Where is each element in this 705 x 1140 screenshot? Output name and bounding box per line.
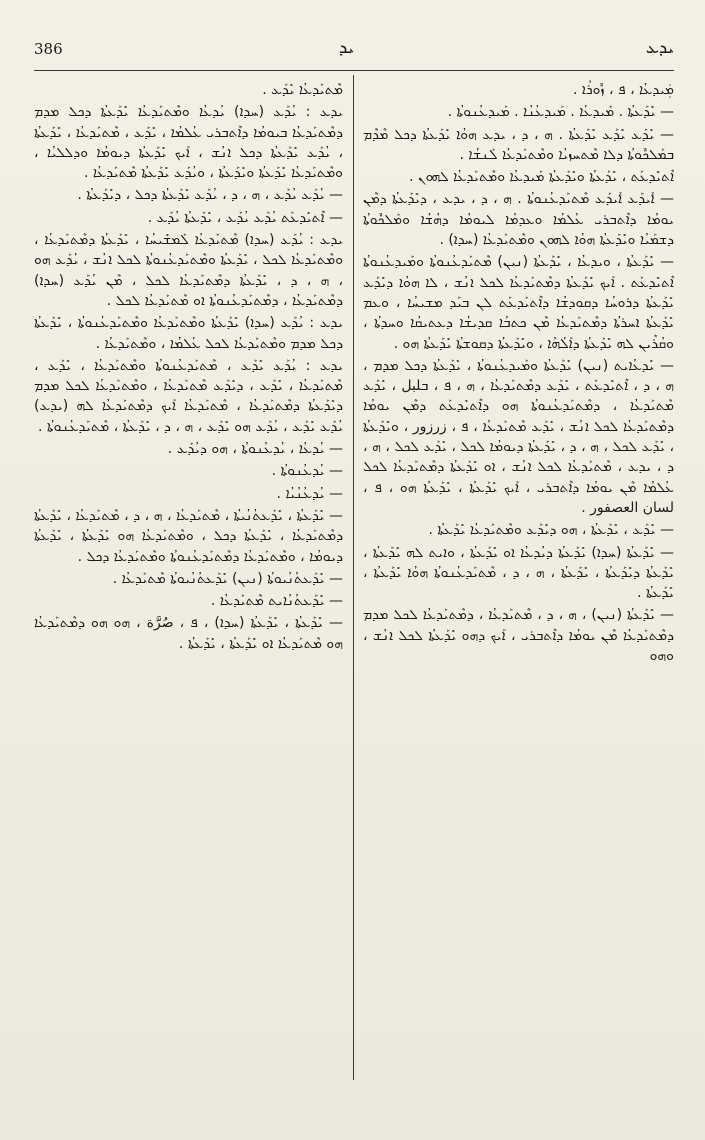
entry: ܝܕܥ : ܝܳܕܰܥ (ܚܕܐ) ܝܳܕܥܳܐ ܘܡܶܬܝܰܕܥܳܐ ܝܺܕܰܥܬܳܐ ܕܟܠ ܡܕܡ ܕܡܶܬܝܰܕܥܳܐ ܒܝܘܡܳܐ ܕܐܶܬܒܪܝ ܥܳܠܡܳܐ ، ܝܺܕܰܥ ، ܡܶܬܝܰܕܥܳܐ ، ܝܺܕܰܥܬܳܐ ، ܝܳܕܰܥ ܝܺܕܰܥܬܳܐ ܕܟܠ ܐܢܳܫ ، ܐܰܝܟ ܝܺܕܰܥܬܳܐ ܕܝܘܡܳܐ ܘܕܠܠܝܳܐ ، ܘܡܶܬܝܰܕܥܳܐ ܝܺܕܰܥܬܳܐ ܘܝܺܕܰܥܬܳܐ ، ܘܝܳܕܰܥ ܝܺܕܰܥܬܳܐ ܡܶܬܝܰܕܥܳܐ . [34,104,343,182]
bottom-margin [0,1082,705,1140]
running-head-center: ܝܕ [339,38,355,58]
entry: — ܝܳܕܥܳܐ ، ܝܳܕܥܳܢܘܬܳܐ ، ܗܘ ܕܝܳܕܰܥ . [167,441,343,458]
running-head-right: ܝܕܥ [645,38,674,58]
entry: ܡܲܝܕܥܳܐ ، ܦ ، ܙܽܘܪܳܐ . [572,82,674,98]
header-rule [34,70,674,71]
entry: — ܝܳܕܰܥ ܝܳܕܰܥ ، ܗ ، ܕ ، ܝܳܕܰܥ ܝܺܕܰܥܬܳܐ ܕܟܠ ، ܕܝܺܕܰܥܬܳܐ . [77,187,343,204]
page-header [34,40,674,70]
entry: ܝܕܥ : ܝܳܕܰܥ (ܚܕܐ) ܝܺܕܰܥܬܳܐ ܘܡܶܬܝܰܕܥܳܐ ܘܡܶܬܝܰܕܥܳܢܘܬܳܐ ، ܝܺܕܰܥܬܳܐ ܕܟܠ ܡܕܡ ܘܡܶܬܝܰܕܥܳܐ ܠܟܠ ܥܳܠܡܳܐ ، ܘܡܶܬܝܰܕܥܳܐ . [34,315,343,352]
entry: — ܝܺܕܥܳܐܝܬ (ܢܝܢ) ܝܺܕܰܥܬܳܐ ܘܡܰܝܕܥܳܢܘܬܳܐ ، ܝܺܕܰܥܬܳܐ ܕܟܠ ܡܕܡ ، ܗ ، ܕ ، ܐܶܬܝܺܕܥܰܬ ، ܝܺܕܰܥ ܕܡܶܬܝܰܕܥܳܐ ، ܗ ، ܦ ، ܒلبل ، ܝܺܕܰܥ ܡܶܬܝܰܕܥܳܐ ، ܕܡܶܬܝܰܕܥܳܢܘܬܳܐ ܗܘ ܕܐܶܬܝܺܕܥܰܬ ܕܡܶܢ ܝܘܡܳܐ ܕܡܶܬܝܰܕܥܳܐ ܠܟܠ ܐܢܳܫ ، ܝܺܕܰܥ ܡܶܬܝܰܕܥܳܐ ، ܦ ، زرزور ، ܘܝܺܕܰܥܬܳܐ ، ܝܺܕܰܥ ܠܟܠ ، ܗ ، ܕ ، ܝܺܕܰܥܬܳܐ ܕܝܘܡܳܐ ܠܟܠ ، ܝܺܕܰܥ ܠܟܠ ، ܗ ، ܕ ، ܝܕܥ ، ܡܶܬܝܰܕܥܳܐ ܠܟܠ ܐܢܳܫ ، ܐܘ ܝܺܕܰܥܬܳܐ ܕܡܶܬܝܰܕܥܳܐ ܠܟܠ ܥܳܠܡܳܐ ܡܶܢ ܝܘܡܳܐ ܕܐܶܬܒܪܝ ، ܐܰܝܟ ܝܺܕܰܥܬܳܐ ، ܝܺܕܰܥܬܳܐ ܗܘ ، ܦ ، لسان العصفور . [363,357,674,516]
entry: — ܝܺܕܰܥ ܝܺܕܰܥ ܝܺܕܰܥܬܳܐ . ܗ ، ܕ ، ܝܕܥ ܗܘܳܐ ܝܺܕܰܥܬܳܐ ܕܟܠ ܡܶܕܶܡ ܒܡܰܠܟܽܘܬܳܐ ܕܠܐ ܡܶܬܚܙܝܳܐ ܘܡܶܬܝܰܕܥܳܐ ܠܰܢܫܳܐ . [363,126,674,163]
entry: ܝܕܥ : ܝܳܕܰܥ ܝܺܕܰܥ ، ܡܶܬܝܰܕܥܳܢܘܬܳܐ ܘܡܶܬܝܰܕܥܳܐ ، ܝܺܕܰܥ ، ܡܶܬܝܰܕܥܳܐ ، ܝܺܕܰܥ ، ܕܝܺܕܰܥ ܡܶܬܝܰܕܥܳܐ ، ܘܡܶܬܝܰܕܥܳܐ ܠܟܠ ܡܕܡ ܕܝܺܕܰܥܬܳܐ ܕܡܶܬܝܰܕܥܳܐ ، ܡܶܬܝܰܕܥܳܐ ܐܰܝܟ ܕܡܶܬܝܰܕܥܳܐ ܠܗ (ܝܕܥ) ܝܳܕܰܥ ܝܺܕܰܥ ، ܝܳܕܰܥ ܗܘ ܝܺܕܰܥ ، ܗ ، ܕ ، ܝܺܕܰܥܬܳܐ ، ܡܶܬܝܰܕܥܳܢܘܬܳܐ . [34,357,343,435]
entry: — ܝܺܕܰܥܬܳܢܳܝܘܬܳܐ (ܢܝܢ) ܝܺܕܰܥܬܳܢܳܝܘܬܳܐ ܡܶܬܝܰܕܥܳܐ . [112,570,343,587]
entry: — ܝܳܕܥܳܢܘܬܳܐ . [271,463,343,480]
entry: — ܝܺܕܰܥܬܳܢܳܐܝܬ ܡܶܬܝܰܕܥܳܐ . [210,593,343,610]
entry: — ܝܺܕܰܥܬܳܐ (ܢܝܢ) ، ܗ ، ܕ ، ܡܶܬܝܰܕܥܳܐ ، ܕܡܶܬܝܰܕܥܳܐ ܠܟܠ ܡܕܡ ܕܡܶܬܝܰܕܥܳܐ ܡܶܢ ܝܘܡܳܐ ܕܐܶܬܒܪܝ ، ܐܰܝܟ ܕܗܘ ܝܺܕܰܥܬܳܐ ܠܟܠ ܐܢܳܫ ، ܘܗܘ [363,607,674,665]
entry: ܐܶܬܝܺܕܥܰܬ ، ܝܺܕܰܥܬܳܐ ܘܝܺܕܰܥܬܳܐ ܡܰܝܕܥܳܐ ܘܡܶܬܝܰܕܥܳܐ ܠܗܘܢ . [409,169,674,186]
entry: — ܐܶܬܝܺܕܥܰܬ ܝܳܕܰܥ ܝܳܕܰܥ ، ܝܺܕܰܥܬܳܐ ܝܳܕܰܥ . [147,209,343,226]
entry: ܡܶܬܝܰܕܥܳܐ ܝܺܕܰܥ . [262,82,343,98]
entry: — ܝܺܕܰܥܬܳܐ . ܡܰܝܕܥܳܐ . ܡܰܝܕܥܳܢܳܐ . ܡܰܝܕܥܳܢܘܬܳܐ . [447,104,674,121]
entry: — ܐܺܝܕܰܥ ܐܺܝܕܰܥ ܡܶܬܝܰܕܥܳܢܘܬܳܐ . ܗ ، ܕ ، ܝܕܥ ، ܕܝܺܕܰܥܬܳܐ ܕܡܶܢ ܝܘܡܳܐ ܕܐܶܬܒܪܝ ܥܳܠܡܳܐ ܘܥܕܡܳܐ ܠܝܘܡܳܐ ܕܗܳܫܳܐ ܘܡܰܠܟܽܘܬܳܐ ܕܫܡܰܝܳܐ ܘܝܺܕܰܥܬܳܐ ܗܘܳܐ ܠܗܘܢ ܘܡܶܬܝܰܕܥܳܐ (ܚܕܐ) . [363,191,674,249]
entry: — ܝܺܕܰܥܬܳܐ (ܚܕܐ) ܝܺܕܰܥܬܳܐ ܕܝܳܕܥܳܐ ܐܘ ܝܺܕܰܥܬܳܐ ، ܘܐܝܬ ܠܗ ܝܺܕܰܥܬܳܐ ، ܝܺܕܰܥܬܳܐ ܕܝܺܕܰܥܬܳܐ ، ܝܺܕܰܥܬܳܐ ، ܗ ، ܕ ، ܡܶܬܝܰܕܥܳܢܘܬܳܐ ܗܘܳܐ ܝܺܕܰܥܬܳܐ ، ܝܺܕܰܥܬܳܐ . [363,544,674,602]
entry: — ܝܺܕܰܥܬܳܐ ، ܝܺܕܰܥܬܳܐ (ܚܕܐ) ، ܦ ، صُرَّة ، ܗܘ ܗܘ ܕܡܶܬܝܰܕܥܳܐ ܗܘ ܡܶܬܝܰܕܥܳܐ ܐܘ ܝܺܕܰܥܬܳܐ ، ܝܺܕܰܥܬܳܐ . [34,615,343,652]
entry: — ܝܺܕܰܥܬܳܐ ، ܝܺܕܰܥܬܳܢܳܝܬܳܐ ، ܡܶܬܝܰܕܥܳܐ ، ܗ ، ܕ ، ܡܶܬܝܰܕܥܳܐ ، ܝܺܕܰܥܬܳܐ ܕܡܶܬܝܰܕܥܳܐ ، ܝܺܕܰܥܬܳܐ ܕܟܠ ، ܘܡܶܬܝܰܕܥܳܐ ܗܘ ܝܺܕܰܥܬܳܐ ، ܝܺܕܰܥܬܳܐ ܕܝܘܡܳܐ ، ܘܡܶܬܝܰܕܥܳܐ ܕܡܶܬܝܰܕܥܳܢܘܬܳܐ ܘܡܶܬܝܰܕܥܳܐ ܕܟܠ . [34,507,343,565]
entry: — ܝܺܕܰܥܬܳܐ ، ܘܝܕܥܳܐ ، ܝܺܕܰܥܬܳܐ (ܢܝܢ) ܡܶܬܝܰܕܥܳܢܘܬܳܐ ܘܡܰܝܕܥܳܢܘܬܳܐ ܐܶܬܝܺܕܥܰܬ . ܐܰܝܟ ܝܺܕܰܥܬܳܐ ܕܡܶܬܝܰܕܥܳܐ ܠܟܠ ܐܢܳܫ ، ܠܐ ܗܘܳܐ ܕܝܺܕܰܥ ܝܺܕܰܥܬܳܐ ܕܪܘܚܳܐ ܕܩܘܕܫܳܐ ܕܐܶܬܝܰܕܥܰܬ ܠܢ ܒܝܰܕ ܡܫܝܚܳܐ ، ܘܥܡ ܝܺܕܰܥܬܳܐ ܐܚܪܬܳܐ ܕܡܶܬܝܰܕܥܳܐ ܡܶܢ ܟܬܒܳܐ ܩܕܝܫܳܐ ܕܥܬܝܩܳܐ ܘܚܕܬܳܐ ، ܘܩܳܪܶܝܢ ܠܗ ܝܺܕܰܥܬܳܐ ܕܐܰܠܳܗܳܐ ، ܘܝܺܕܰܥܬܳܐ ܕܩܘܫܬܳܐ ܝܺܕܰܥܬܳܐ ܗܘ . [363,254,674,352]
page-number: 386 [34,40,63,58]
entry: — ܝܺܕܰܥ ، ܝܺܕܰܥܬܳܐ ، ܗܘ ܕܝܺܕܰܥ ܘܡܶܬܝܰܕܥܳܐ ܝܺܕܰܥܬܳܐ . [428,522,674,539]
entry: ܝܕܥ : ܝܳܕܰܥ (ܚܕܐ) ܡܶܬܝܰܕܥܳܐ ܠܰܡܫܺܝܚܳܐ ، ܝܺܕܰܥܬܳܐ ܕܡܶܬܝܰܕܥܳܐ ، ܘܡܶܬܝܰܕܥܳܐ ܠܟܠ ، ܝܺܕܰܥܬܳܐ ܘܡܶܬܝܰܕܥܳܢܘܬܳܐ ܠܟܠ ܐܢܳܫ ، ܝܳܕܰܥ ܗܘ ، ܗ ، ܕ ، ܝܺܕܰܥܬܳܐ ܕܡܶܬܝܰܕܥܳܐ ܠܟܠ ، ܡܶܢ ܝܳܕܰܥ (ܚܕܐ) ܕܡܶܬܝܰܕܥܳܐ ، ܕܡܶܬܝܰܕܥܳܢܘܬܳܐ ܐܘ ܡܶܬܝܰܕܥܳܐ ܠܟܠ . [34,232,343,309]
column-divider [353,75,354,1080]
left-column [34,80,343,1080]
entry: — ܝܳܕܥܳܢܳܝܳܐ . [276,485,343,502]
right-column [363,80,674,1080]
